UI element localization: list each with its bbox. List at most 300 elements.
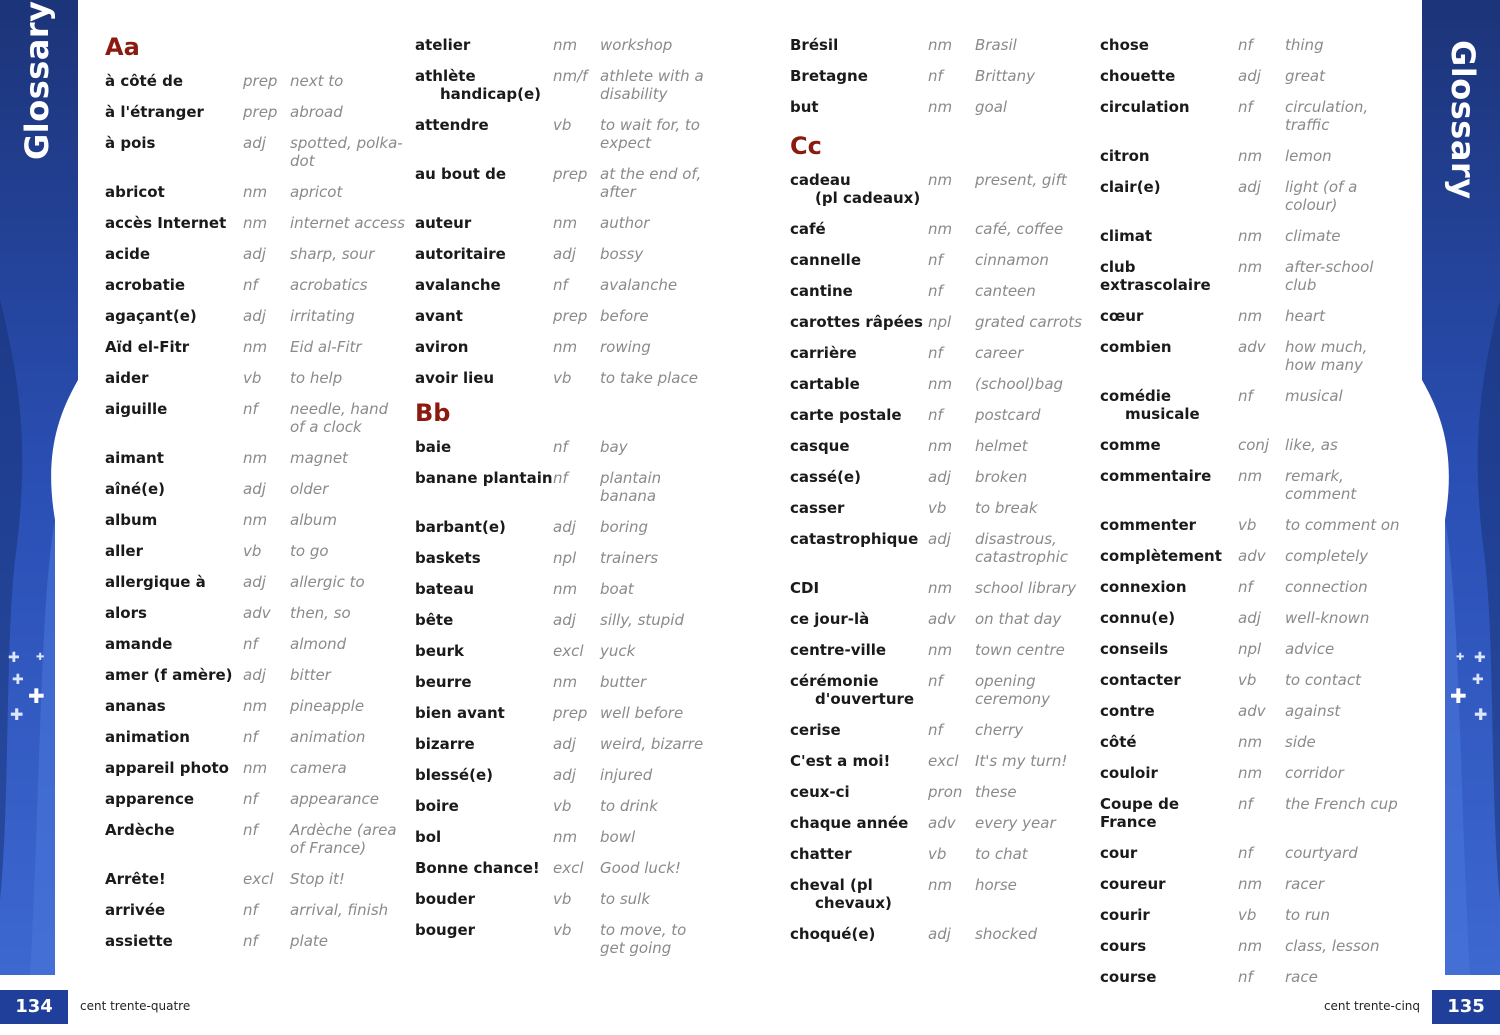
entry-word [105,542,243,560]
entry-translation: yuck [600,642,636,660]
plus-icon: ✚ [1472,672,1484,688]
entry-translation: next to [290,72,344,90]
entry-word-text: boire [415,797,459,815]
entry-word-text: cadeau [790,171,851,189]
glossary-entry [1100,303,1400,334]
glossary-entry [105,365,405,396]
glossary-entry [1100,605,1400,636]
entry-word [415,549,553,567]
entry-word [415,338,553,356]
entry-word [415,890,553,908]
entry-translation: advice [1285,640,1335,658]
entry-translation: side [1285,733,1316,751]
entry-word-text: aîné(e) [105,480,165,498]
entry-word-text: contacter [1100,671,1181,689]
entry-part-of-speech: prep [553,704,588,722]
entry-translation: arrival, finish [290,901,389,919]
plus-icon: ✚ [8,650,20,666]
entry-translation: It's my turn! [975,752,1068,770]
letter-heading-b: Bb [415,399,451,427]
glossary-entry [790,309,1090,340]
entry-translation: spotted, polka-dot [290,134,403,170]
entry-translation: boring [600,518,649,536]
entry-word-text: apparence [105,790,195,808]
glossary-entry [105,130,405,179]
entry-translation: to contact [1285,671,1361,689]
entry-part-of-speech: adj [1238,67,1261,85]
entry-translation: light (of a colour) [1285,178,1358,214]
entry-word-text: bête [415,611,454,629]
entry-translation: well-known [1285,609,1370,627]
glossary-entry [415,241,715,272]
entry-translation: magnet [290,449,348,467]
entry-translation: remark, comment [1285,467,1357,503]
entry-translation: circulation, traffic [1285,98,1369,134]
glossary-entry [415,32,715,63]
entry-translation: thing [1285,36,1324,54]
plus-icon: ✚ [28,684,45,708]
glossary-entry [1100,383,1400,432]
entry-part-of-speech: vb [1238,516,1257,534]
glossary-entry [415,161,715,210]
entry-translation: postcard [975,406,1041,424]
entry-part-of-speech: adj [553,611,576,629]
glossary-entry [790,94,1090,125]
entry-word-text: abricot [105,183,165,201]
left-tab-title: Glossary [18,0,56,160]
glossary-entry [1100,760,1400,791]
glossary-entry [105,476,405,507]
plus-icon: ✚ [1474,650,1486,666]
glossary-column-4 [1100,32,1400,995]
entry-part-of-speech: nf [928,282,943,300]
entry-part-of-speech: adj [553,518,576,536]
entry-part-of-speech: adj [553,245,576,263]
entry-part-of-speech: prep [553,307,588,325]
entry-translation: author [600,214,650,232]
entry-word [1100,227,1238,245]
entry-word [1100,147,1238,165]
entry-word-text: courir [1100,906,1150,924]
entry-part-of-speech: nf [1238,578,1253,596]
entry-word-text: club extrascolaire [1100,258,1211,294]
entry-word-text: auteur [415,214,472,232]
glossary-entry [105,569,405,600]
entry-part-of-speech: nm [928,375,953,393]
glossary-entry [105,507,405,538]
entry-word [105,573,243,591]
entry-word [105,214,243,232]
entry-word-text: connu(e) [1100,609,1176,627]
entry-word-text: atelier [415,36,471,54]
entry-word-text: beurk [415,642,464,660]
glossary-entry [415,762,715,793]
entry-word-text: Bretagne [790,67,868,85]
glossary-entry [790,606,1090,637]
glossary-entry [415,638,715,669]
letter-heading-c: Cc [790,132,822,160]
entry-word [1100,609,1238,627]
entry-word-text: à l'étranger [105,103,204,121]
entry-word [790,313,928,331]
entry-part-of-speech: npl [553,549,577,567]
entry-word [105,635,243,653]
entry-word-text: aimant [105,449,164,467]
entry-word [1100,640,1238,658]
glossary-entry [105,693,405,724]
glossary-entry [1100,543,1400,574]
entry-word-text: Bonne chance! [415,859,540,877]
entry-part-of-speech: nm [928,437,953,455]
entry-translation: school library [975,579,1077,597]
entry-translation: bitter [290,666,331,684]
entry-word-text: cantine [790,282,853,300]
entry-word [1100,36,1238,54]
entry-word-text: cartable [790,375,860,393]
entry-translation: town centre [975,641,1065,659]
glossary-entry [1100,223,1400,254]
right-page-number: 135 [1432,990,1500,1024]
entry-word-text: amande [105,635,173,653]
glossary-entry [1100,463,1400,512]
glossary-entry [415,700,715,731]
entry-part-of-speech: vb [553,921,572,939]
glossary-entry [415,576,715,607]
entry-part-of-speech: conj [1238,436,1270,454]
glossary-entry [790,32,1090,63]
entry-part-of-speech: nf [553,469,568,487]
glossary-entry [1100,63,1400,94]
entry-part-of-speech: vb [928,499,947,517]
entry-word [1100,547,1238,565]
entry-part-of-speech: nm [1238,307,1263,325]
entry-word [790,752,928,770]
glossary-entry [105,303,405,334]
entry-part-of-speech: excl [928,752,959,770]
entry-word [1100,875,1238,893]
entry-word-text: bizarre [415,735,475,753]
entry-translation: heart [1285,307,1325,325]
entry-part-of-speech: nm [243,759,268,777]
entry-translation: to wait for, to expect [600,116,700,152]
entry-word-text: avalanche [415,276,501,294]
glossary-entry [1100,964,1400,995]
entry-word [790,220,928,238]
entry-part-of-speech: nm [243,183,268,201]
glossary-entry [105,334,405,365]
glossary-entry [790,872,1090,921]
glossary-column-1 [105,32,405,959]
entry-part-of-speech: npl [1238,640,1262,658]
entry-word-continuation: chevaux) [815,894,892,912]
entry-word [415,642,553,660]
entry-translation: climate [1285,227,1341,245]
entry-translation: shocked [975,925,1038,943]
entry-part-of-speech: nm [928,579,953,597]
plus-icon: ✚ [1450,684,1467,708]
entry-word-text: à côté de [105,72,184,90]
entry-word-continuation: (pl cadeaux) [815,189,921,207]
plus-icon: ✚ [1456,652,1465,663]
entry-translation: goal [975,98,1008,116]
entry-word [415,469,553,505]
entry-word [105,307,243,325]
entry-word [790,375,928,393]
entry-word [415,580,553,598]
entry-translation: album [290,511,337,529]
entry-translation: helmet [975,437,1028,455]
entry-translation: avalanche [600,276,678,294]
glossary-entry [790,668,1090,717]
entry-word [105,759,243,777]
entry-word-text: athlète [415,67,476,85]
entry-translation: broken [975,468,1028,486]
entry-word [790,610,928,628]
entry-word-text: au bout de [415,165,507,183]
glossary-entry [1100,636,1400,667]
entry-word-text: comme [1100,436,1161,454]
entry-word [415,859,553,877]
entry-translation: to break [975,499,1038,517]
entry-word-text: Aïd el-Fitr [105,338,190,356]
plus-icon: ✚ [1474,705,1488,724]
entry-word [1100,968,1238,986]
entry-word-text: attendre [415,116,489,134]
entry-word [105,790,243,808]
glossary-entry [105,241,405,272]
entry-word [105,870,243,888]
entry-part-of-speech: nf [928,672,943,690]
entry-word [1100,258,1238,294]
entry-word [105,449,243,467]
entry-translation: Ardèche (area of France) [290,821,397,857]
entry-word-text: but [790,98,819,116]
glossary-entry [790,167,1090,216]
entry-word [105,103,243,121]
entry-translation: Brittany [975,67,1035,85]
glossary-entry [790,921,1090,952]
entry-word-continuation: handicap(e) [440,85,541,103]
entry-word [1100,516,1238,534]
entry-word-text: connexion [1100,578,1187,596]
entry-part-of-speech: prep [243,103,278,121]
entry-part-of-speech: nf [928,721,943,739]
plus-icon: ✚ [36,652,45,663]
entry-word-text: Arrête! [105,870,166,888]
entry-translation: bay [600,438,628,456]
entry-word-text: barbant(e) [415,518,506,536]
entry-translation: to drink [600,797,658,815]
entry-part-of-speech: nm [243,338,268,356]
entry-word-text: côté [1100,733,1137,751]
entry-translation: to go [290,542,329,560]
entry-list [415,434,715,966]
right-page-words: cent trente-cinq [1323,999,1420,1013]
glossary-entry [790,371,1090,402]
entry-word-text: carte postale [790,406,902,424]
entry-word [415,766,553,784]
entry-translation: older [290,480,329,498]
entry-part-of-speech: adj [928,925,951,943]
entry-word-text: assiette [105,932,173,950]
entry-word [105,901,243,919]
entry-word [415,369,553,387]
entry-part-of-speech: adv [1238,338,1266,356]
entry-word [105,697,243,715]
entry-word-text: cours [1100,937,1147,955]
glossary-entry [105,897,405,928]
entry-translation: grated carrots [975,313,1082,331]
entry-word [415,828,553,846]
entry-word [105,821,243,857]
entry-part-of-speech: nm [243,449,268,467]
entry-part-of-speech: prep [553,165,588,183]
entry-word [105,276,243,294]
entry-part-of-speech: vb [1238,906,1257,924]
entry-word [105,728,243,746]
entry-word-text: Coupe de France [1100,795,1180,831]
entry-translation: animation [290,728,366,746]
entry-part-of-speech: nf [553,438,568,456]
entry-translation: bossy [600,245,644,263]
glossary-entry [105,866,405,897]
glossary-entry [415,334,715,365]
entry-part-of-speech: nf [243,932,258,950]
entry-translation: canteen [975,282,1036,300]
entry-translation: boat [600,580,634,598]
glossary-entry [105,724,405,755]
entry-list [415,32,715,396]
glossary-entry [790,63,1090,94]
entry-word-text: alors [105,604,147,622]
entry-translation: to help [290,369,343,387]
entry-translation: before [600,307,649,325]
entry-part-of-speech: nm [553,828,578,846]
entry-word-text: casser [790,499,845,517]
glossary-entry [105,99,405,130]
entry-word [1100,795,1238,831]
entry-part-of-speech: nf [1238,795,1253,813]
entry-word-text: climat [1100,227,1153,245]
entry-translation: courtyard [1285,844,1358,862]
glossary-entry [415,731,715,762]
entry-translation: after-school club [1285,258,1374,294]
glossary-entry [1100,933,1400,964]
entry-word [415,165,553,201]
glossary-entry [1100,840,1400,871]
entry-part-of-speech: nm [553,673,578,691]
entry-word-text: commenter [1100,516,1197,534]
entry-word [790,282,928,300]
entry-word-text: à pois [105,134,156,152]
entry-part-of-speech: nf [1238,844,1253,862]
entry-word [790,251,928,269]
entry-part-of-speech: adv [1238,547,1266,565]
entry-word-text: bien avant [415,704,505,722]
entry-word-text: circulation [1100,98,1190,116]
entry-part-of-speech: nf [243,400,258,418]
entry-word-text: chose [1100,36,1149,54]
entry-part-of-speech: nm [1238,733,1263,751]
entry-translation: race [1285,968,1318,986]
entry-translation: lemon [1285,147,1332,165]
entry-translation: well before [600,704,684,722]
glossary-entry [1100,254,1400,303]
glossary-entry [790,637,1090,668]
entry-translation: Stop it! [290,870,345,888]
entry-part-of-speech: npl [928,313,952,331]
entry-translation: internet access [290,214,405,232]
entry-word-text: complètement [1100,547,1222,565]
glossary-entry [790,779,1090,810]
entry-word [790,67,928,85]
entry-part-of-speech: excl [553,642,584,660]
entry-translation: racer [1285,875,1325,893]
glossary-entry [415,365,715,396]
entry-translation: injured [600,766,653,784]
entry-word [790,98,928,116]
entry-word-text: acrobatie [105,276,186,294]
entry-translation: to chat [975,845,1028,863]
entry-translation: acrobatics [290,276,368,294]
entry-translation: needle, hand of a clock [290,400,389,436]
entry-translation: Eid al-Fitr [290,338,362,356]
entry-word-text: conseils [1100,640,1169,658]
glossary-entry [105,210,405,241]
glossary-entry [1100,667,1400,698]
entry-word [1100,67,1238,85]
entry-word [105,369,243,387]
glossary-entry [790,810,1090,841]
entry-translation: weird, bizarre [600,735,704,753]
entry-word [790,721,928,739]
entry-part-of-speech: nf [1238,98,1253,116]
glossary-entry [790,495,1090,526]
glossary-entry [105,68,405,99]
entry-translation: completely [1285,547,1369,565]
glossary-entry [790,216,1090,247]
entry-translation: horse [975,876,1017,894]
entry-word [790,36,928,54]
glossary-entry [415,607,715,638]
entry-translation: cherry [975,721,1024,739]
entry-word-text: comédie [1100,387,1172,405]
entry-word-text: ananas [105,697,166,715]
glossary-entry [1100,432,1400,463]
entry-word [1100,98,1238,134]
entry-word-text: animation [105,728,190,746]
entry-word [1100,467,1238,503]
entry-word [1100,733,1238,751]
entry-word-continuation: musicale [1125,405,1200,423]
glossary-entry [105,631,405,662]
entry-word-text: choqué(e) [790,925,876,943]
entry-part-of-speech: nm [928,641,953,659]
entry-translation: to move, to get going [600,921,687,957]
entry-part-of-speech: nf [928,344,943,362]
entry-word-text: catastrophique [790,530,919,548]
entry-translation: connection [1285,578,1368,596]
entry-part-of-speech: excl [243,870,274,888]
entry-part-of-speech: nm [1238,875,1263,893]
glossary-entry [415,669,715,700]
entry-part-of-speech: adj [243,573,266,591]
entry-word-text: cheval (pl [790,876,873,894]
entry-translation: café, coffee [975,220,1064,238]
entry-part-of-speech: vb [928,845,947,863]
entry-part-of-speech: nf [243,635,258,653]
entry-part-of-speech: nf [928,406,943,424]
